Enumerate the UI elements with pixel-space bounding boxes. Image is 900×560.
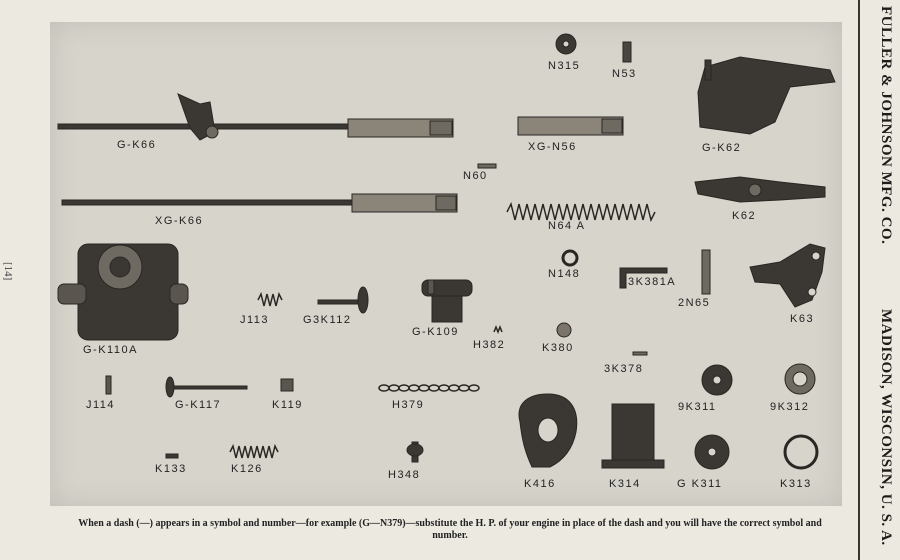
label-3k378: 3K378 — [604, 363, 644, 375]
part-k416-image — [519, 394, 577, 467]
company-name: FULLER & JOHNSON MFG. CO. — [878, 6, 894, 245]
company-location: MADISON, WISCONSIN, U. S. A. — [878, 309, 894, 546]
part-3k378-image — [633, 352, 647, 355]
margin-rule — [858, 0, 860, 560]
part-gk117-image — [166, 377, 247, 397]
part-n64a-image — [507, 204, 655, 220]
part-gk109-image — [422, 280, 472, 322]
part-k380-image — [557, 323, 571, 337]
parts-illustration — [50, 22, 842, 506]
part-g3k112-image — [318, 287, 368, 313]
label-9k311: 9K311 — [678, 401, 717, 413]
part-k119-image — [281, 379, 293, 391]
label-k380: K380 — [542, 342, 574, 354]
footnote-caption: When a dash (—) appears in a symbol and number—for example (G—N379)—substitute the H. P. of your engine in place of the dash and you will have the correct symbol and number. — [78, 518, 822, 541]
label-gk109: G-K109 — [412, 326, 459, 338]
label-gk117: G-K117 — [175, 399, 222, 411]
label-n64a: N64 A — [548, 220, 586, 232]
label-k314: K314 — [609, 478, 641, 490]
part-j114-image — [106, 376, 111, 394]
label-9k312: 9K312 — [770, 401, 810, 413]
part-h348-image — [407, 442, 423, 462]
label-k133: K133 — [155, 463, 187, 475]
label-n148: N148 — [548, 268, 581, 280]
label-xgk66: XG-K66 — [155, 215, 204, 227]
label-k126: K126 — [231, 463, 263, 475]
label-k416: K416 — [524, 478, 556, 490]
label-3k381a: 3K381A — [628, 276, 677, 288]
label-h382: H382 — [473, 339, 506, 351]
label-xgn56: XG-N56 — [528, 141, 577, 153]
part-k314-image — [602, 404, 664, 468]
part-n53-image — [623, 42, 631, 62]
label-k119: K119 — [272, 399, 303, 411]
part-j113-image — [258, 294, 282, 306]
label-n53: N53 — [612, 68, 637, 80]
part-k126-image — [230, 446, 278, 458]
label-h379: H379 — [392, 399, 425, 411]
part-h382-image — [494, 327, 502, 332]
part-gk62-image — [698, 57, 835, 134]
label-j113: J113 — [240, 314, 270, 326]
part-n60-image — [478, 164, 496, 168]
part-h379-image — [379, 385, 479, 391]
label-h348: H348 — [388, 469, 421, 481]
label-k62: K62 — [732, 210, 757, 222]
label-gk311: G K311 — [677, 478, 723, 490]
label-j114: J114 — [86, 399, 116, 411]
part-n148-image — [563, 251, 577, 265]
label-2n65: 2N65 — [678, 297, 711, 309]
label-n60: N60 — [463, 170, 488, 182]
parts-photo-plate — [50, 22, 842, 506]
label-gk66: G-K66 — [117, 139, 157, 151]
part-xgk66-image — [62, 194, 457, 212]
page-number: [14] — [2, 262, 14, 281]
part-gk110a-image — [58, 244, 188, 340]
part-k62-image — [695, 177, 825, 202]
part-2n65-image — [702, 250, 710, 294]
part-k313-image — [785, 436, 817, 468]
part-gk66-image — [58, 94, 453, 140]
label-n315: N315 — [548, 60, 581, 72]
label-k313: K313 — [780, 478, 812, 490]
label-gk62: G-K62 — [702, 142, 742, 154]
part-k63-image — [750, 244, 825, 307]
label-g3k112: G3K112 — [303, 314, 352, 326]
part-k133-image — [166, 454, 178, 458]
part-xgn56-image — [518, 117, 623, 135]
label-gk110a: G-K110A — [83, 344, 138, 356]
label-k63: K63 — [790, 313, 815, 325]
